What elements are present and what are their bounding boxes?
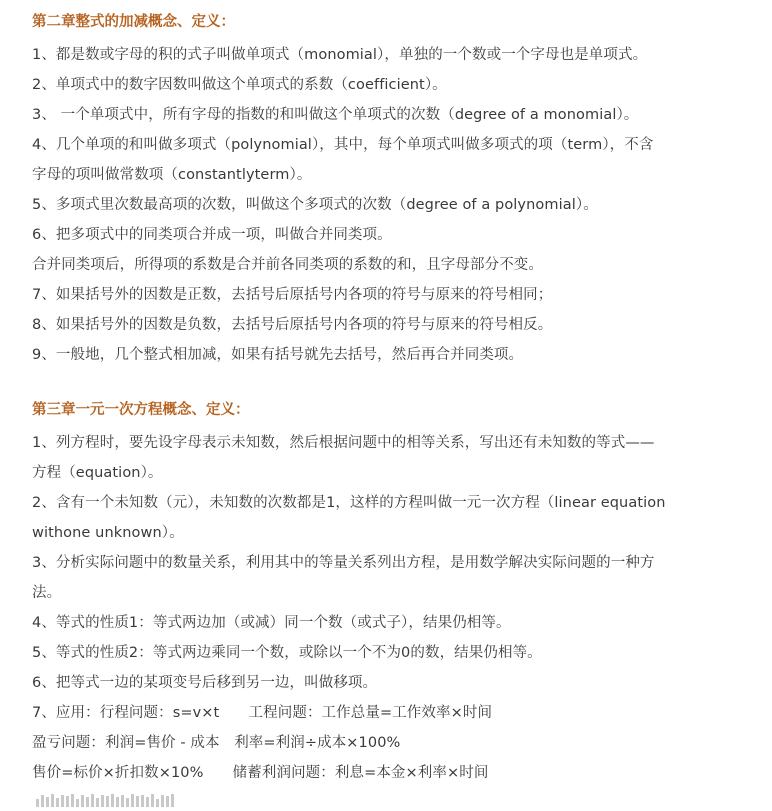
chapter-3-line: 1、列方程时，要先设字母表示未知数，然后根据问题中的相等关系，写出还有未知数的等式—— bbox=[32, 435, 655, 451]
chapter-3-heading: 第三章一元一次方程概念、定义： bbox=[32, 402, 250, 418]
chapter-3-section bbox=[32, 398, 722, 788]
chapter-3-line: withone unknown）。 bbox=[32, 525, 184, 541]
chapter-3-line: 4、等式的性质1：等式两边加（或减）同一个数（或式子），结果仍相等。 bbox=[32, 615, 511, 631]
chapter-3-line: 5、等式的性质2：等式两边乘同一个数，或除以一个不为0的数，结果仍相等。 bbox=[32, 645, 542, 661]
chapter-2-line: 合并同类项后，所得项的系数是合并前各同类项的系数的和，且字母部分不变。 bbox=[32, 257, 543, 273]
chapter-2-line: 2、单项式中的数字因数叫做这个单项式的系数（coefficient）。 bbox=[32, 77, 447, 93]
chapter-2-line: 8、如果括号外的因数是负数，去括号后原括号内各项的符号与原来的符号相反。 bbox=[32, 317, 553, 333]
chapter-2-heading: 第二章整式的加减概念、定义： bbox=[32, 14, 235, 30]
chapter-2-line: 6、把多项式中的同类项合并成一项，叫做合并同类项。 bbox=[32, 227, 392, 243]
chapter-3-line: 方程（equation）。 bbox=[32, 465, 163, 481]
chapter-3-line: 盈亏问题：利润=售价 - 成本 利率=利润÷成本×100% bbox=[32, 735, 401, 751]
chapter-2-section bbox=[32, 10, 722, 370]
chapter-2-line: 1、都是数或字母的积的式子叫做单项式（monomial），单独的一个数或一个字母也是单项式。 bbox=[32, 47, 648, 63]
chapter-2-line: 5、多项式里次数最高项的次数，叫做这个多项式的次数（degree of a polynomial）。 bbox=[32, 197, 598, 213]
chapter-3-line: 3、分析实际问题中的数量关系，利用其中的等量关系列出方程，是用数学解决实际问题的一种方 bbox=[32, 555, 655, 571]
chapter-2-line: 3、 一个单项式中，所有字母的指数的和叫做这个单项式的次数（degree of a monomial）。 bbox=[32, 107, 639, 123]
chapter-3-line: 2、含有一个未知数（元），未知数的次数都是1，这样的方程叫做一元一次方程（linear equation bbox=[32, 495, 666, 511]
chapter-2-line: 7、如果括号外的因数是正数，去括号后原括号内各项的符号与原来的符号相同； bbox=[32, 287, 553, 303]
chapter-2-line: 4、几个单项的和叫做多项式（polynomial），其中，每个单项式叫做多项式的项（term），不含 bbox=[32, 137, 654, 153]
chapter-3-line: 7、应用：行程问题：s=v×t 工程问题：工作总量=工作效率×时间 bbox=[32, 705, 493, 721]
chapter-3-line: 6、把等式一边的某项变号后移到另一边，叫做移项。 bbox=[32, 675, 378, 691]
chapter-2-line: 字母的项叫做常数项（constantlyterm）。 bbox=[32, 167, 312, 183]
chapter-3-line: 法。 bbox=[32, 585, 62, 601]
chapter-3-line: 售价=标价×折扣数×10% 储蓄利润问题：利息=本金×利率×时间 bbox=[32, 765, 489, 781]
chapter-2-line: 9、一般地，几个整式相加减，如果有括号就先去括号，然后再合并同类项。 bbox=[32, 347, 524, 363]
cropped-text-fragment bbox=[36, 794, 174, 807]
